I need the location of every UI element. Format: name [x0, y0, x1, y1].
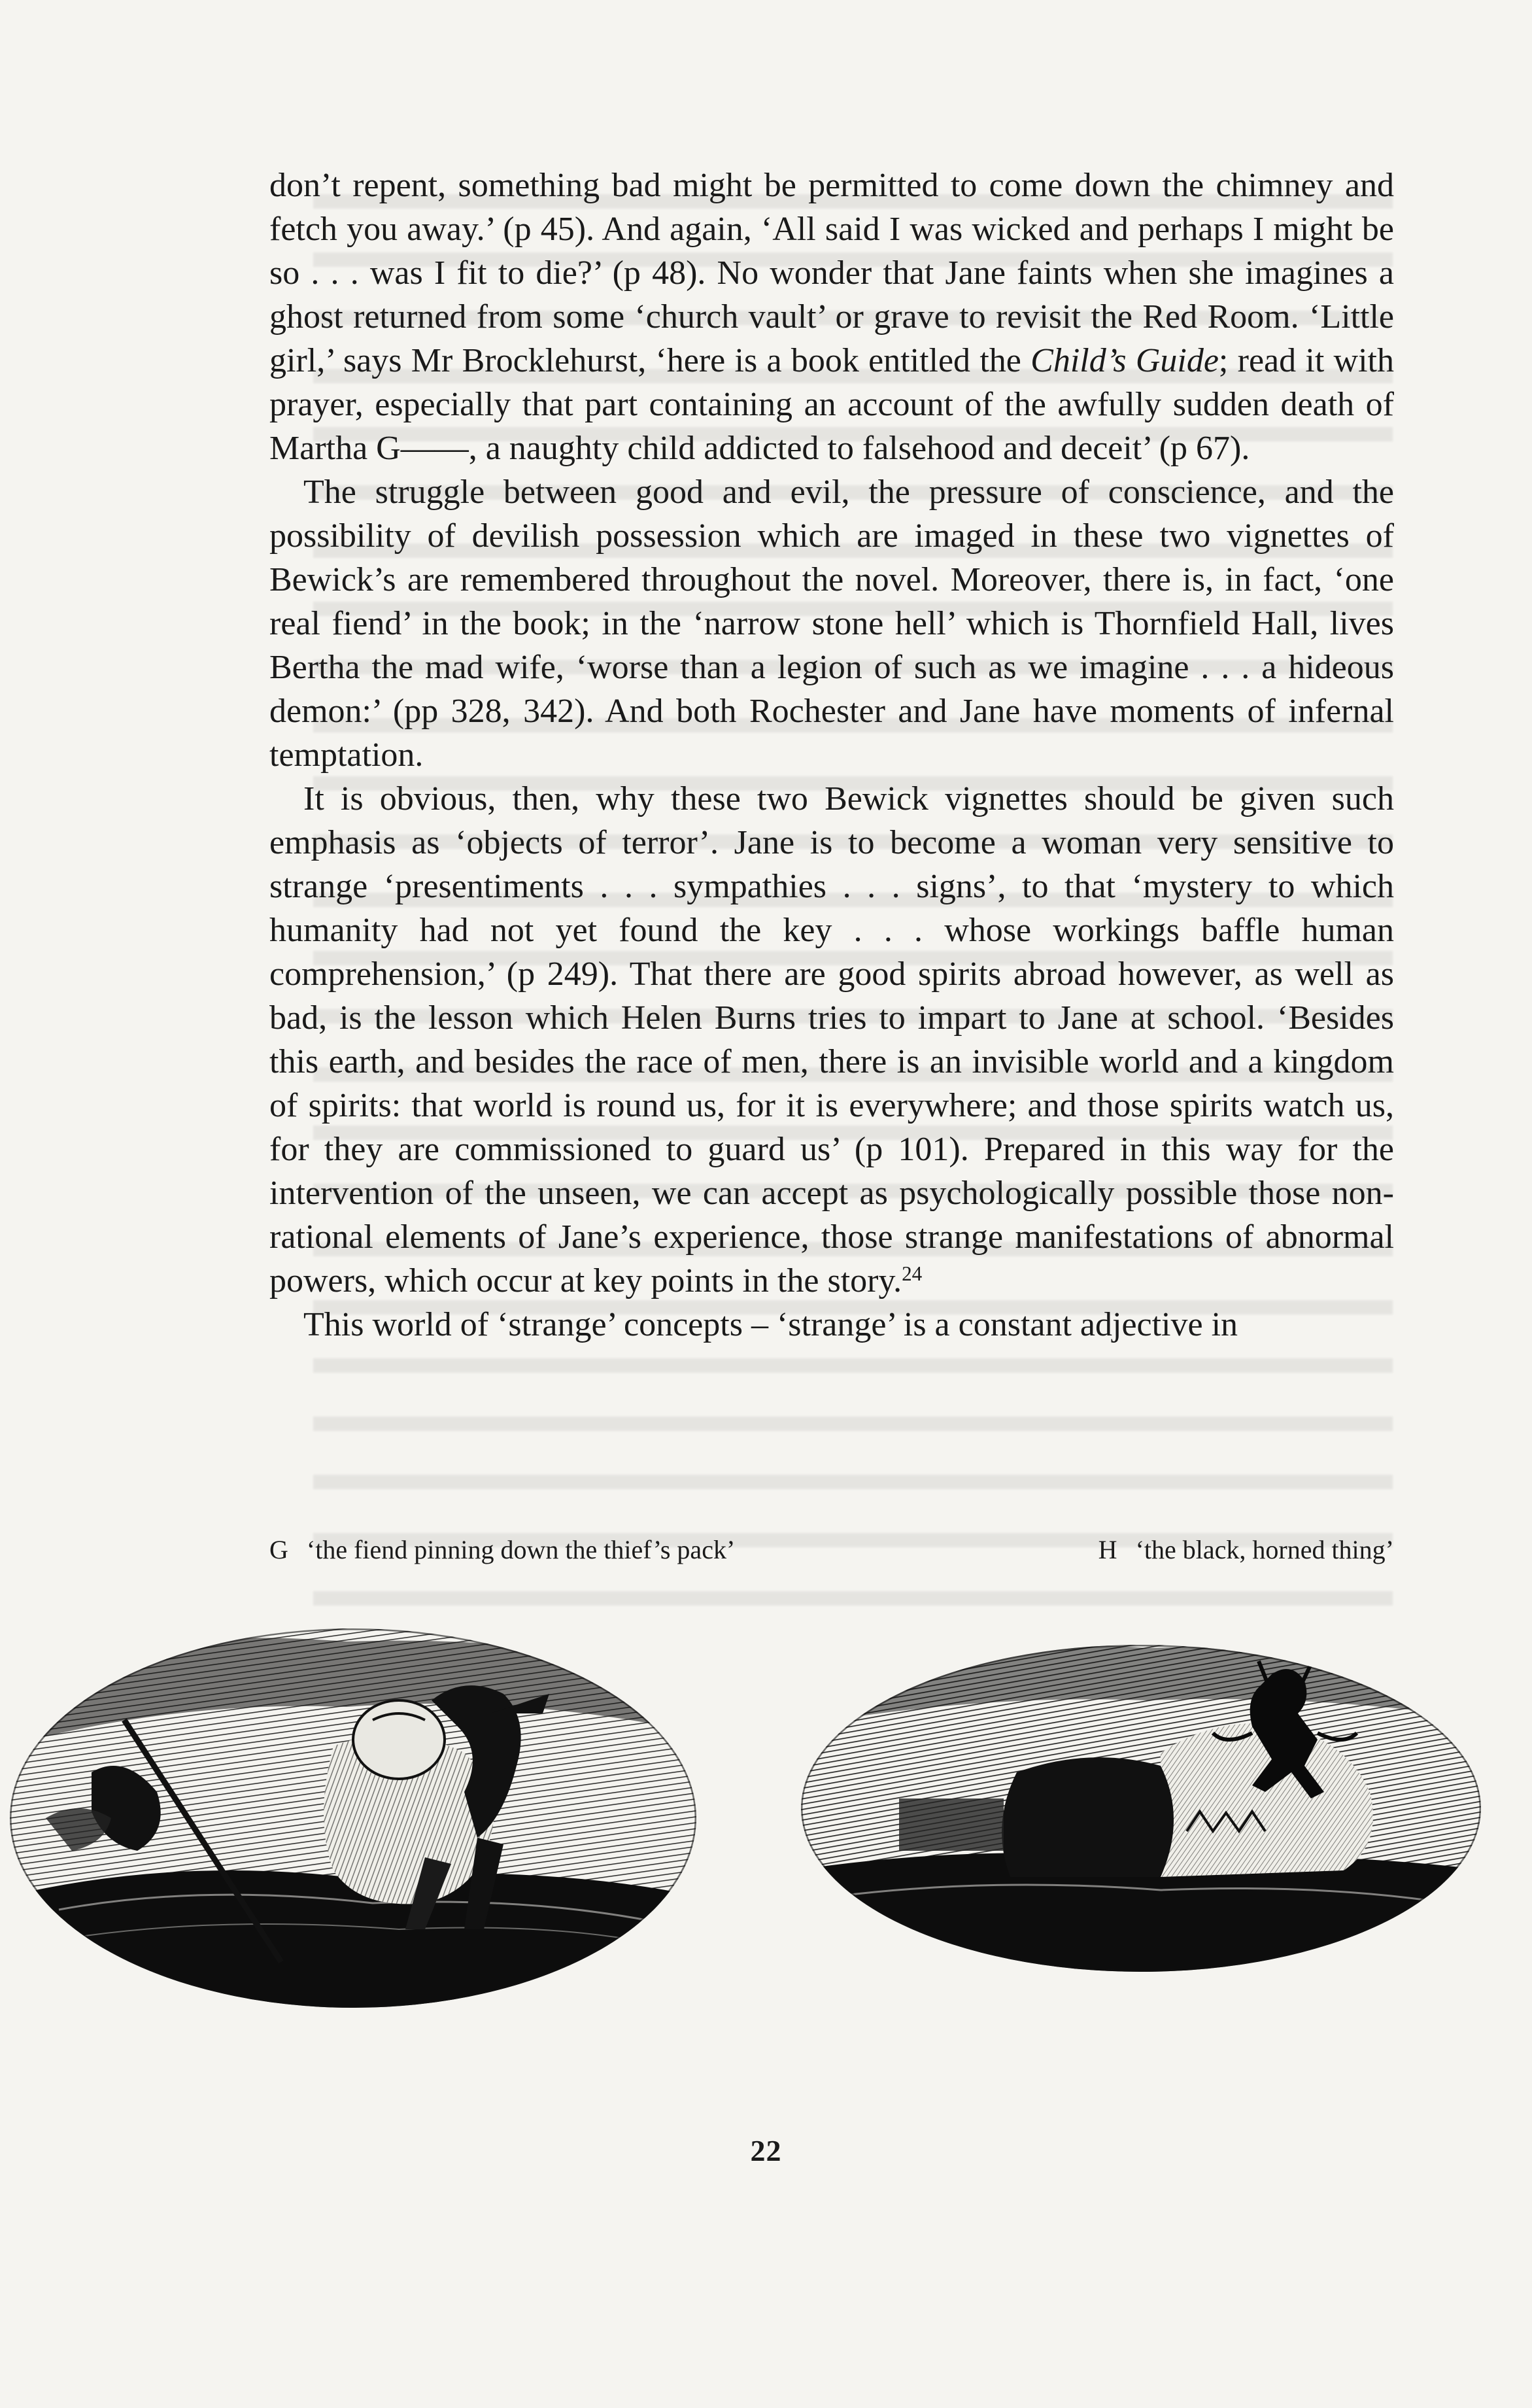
footnote-marker: 24 [902, 1262, 923, 1285]
figure-h-caption [1098, 1534, 1394, 1566]
vignette-fiend-thief-illustration [7, 1622, 700, 2014]
figure-g-caption-text: ‘the fiend pinning down the thief’s pack’ [306, 1535, 736, 1564]
body-text [269, 163, 1394, 1347]
figure-h-caption-text: ‘the black, horned thing’ [1135, 1535, 1394, 1564]
figure-g-letter: G [269, 1535, 288, 1564]
paragraph-3-text: It is obvious, then, why these two Bewick vignettes should be given such emphasis as ‘objects of terror’. Jane is to become a woman very sensitive to strange ‘presentiments . . . sympathies . . . signs’, to that ‘mystery to which humanity had not yet found the key . . . whose workings baffle human comprehension,’ (p 249). That there are good spirits abroad however, as well as bad, is the lesson which Helen Burns tries to impart to Jane at school. ‘Besides this earth, and besides the race of men, there is an invisible world and a kingdom of spirits: that world is round us, for it is everywhere; and those spirits watch us, for they are commissioned to guard us’ (p 101). Prepared in this way for the intervention of the unseen, we can accept as psychologically possible those non-rational elements of Jane’s experience, those strange manifestations of abnormal powers, which occur at key points in the story. [269, 780, 1394, 1299]
page-number: 22 [750, 2134, 782, 2167]
paragraph-1-text-b: ; read it with prayer, especially that part containing an account of the awfully sudden death of Martha G——, a naughty child addicted to falsehood and deceit’ (p 67). [269, 342, 1395, 467]
figure-g-caption [269, 1534, 735, 1566]
figure-h-letter: H [1098, 1535, 1117, 1564]
vignette-horned-thing-illustration [794, 1635, 1488, 1975]
paragraph-2: The struggle between good and evil, the pressure of conscience, and the possibility of devilish possession which are imaged in these two vignettes of Bewick’s are remembered throughout the novel. Moreover, there is, in fact, ‘one real fiend’ in the book; in the ‘narrow stone hell’ which is Thornfield Hall, lives Bertha the mad wife, ‘worse than a legion of such as we imagine . . . a hideous demon:’ (pp 328, 342). And both Rochester and Jane have moments of infernal temptation. [269, 473, 1394, 774]
book-title-childs-guide: Child’s Guide [1030, 342, 1219, 379]
paragraph-4: This world of ‘strange’ concepts – ‘strange’ is a constant adjective in [303, 1306, 1238, 1343]
paragraph-1-text-a: don’t repent, something bad might be permitted to come down the chimney and fetch you away.’ (p 45). And again, ‘All said I was wicked and perhaps I might be so . . . was I fit to die?’ (p 48). No wonder that Jane faints when she imagines a ghost returned from some ‘church vault’ or grave to revisit the Red Room. ‘Little girl,’ says Mr Brocklehurst, ‘here is a book entitled the [269, 167, 1394, 379]
paragraph-1 [269, 163, 1394, 470]
paragraph-3 [269, 777, 1394, 1303]
